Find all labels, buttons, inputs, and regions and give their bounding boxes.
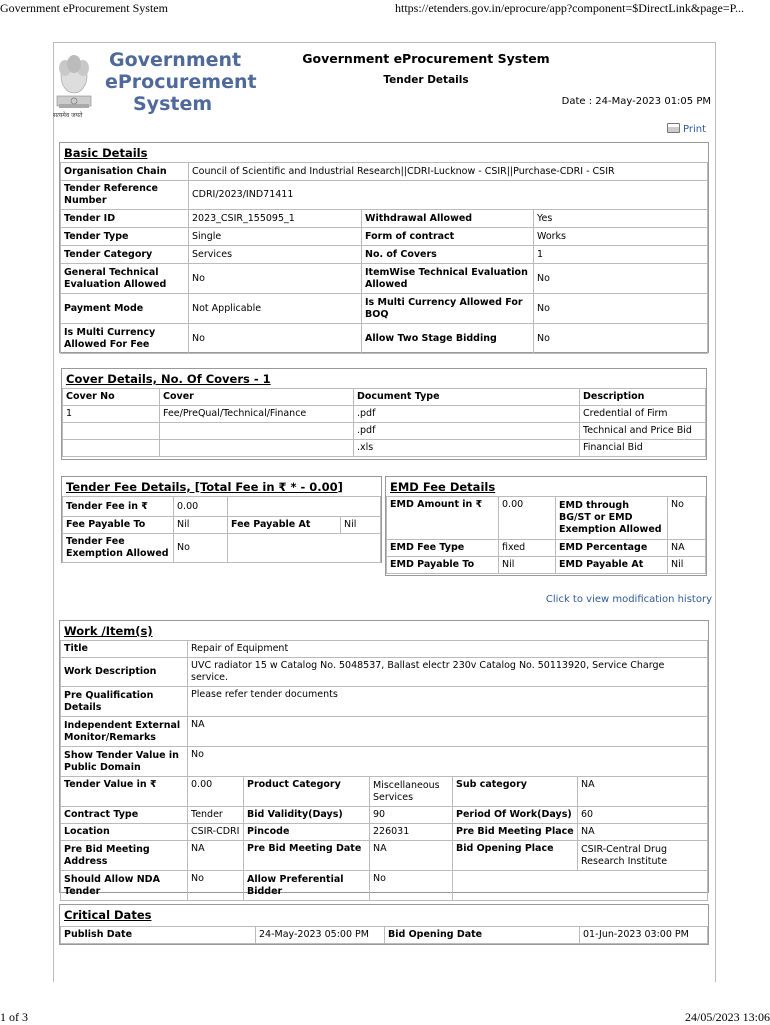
label: Tender Category [61,246,189,264]
label: Pre Bid Meeting Date [244,841,370,871]
cover-details-table [62,388,706,457]
label: Form of contract [362,228,534,246]
label: Independent External Monitor/Remarks [61,717,188,747]
cover-header: Cover [160,389,354,406]
value: No [370,871,453,901]
cell: .xls [354,440,580,457]
value: NA [578,777,708,807]
label: ItemWise Technical Evaluation Allowed [362,264,534,294]
label: Allow Preferential Bidder [244,871,370,901]
label: Tender Reference Number [61,181,189,210]
label: Tender Fee Exemption Allowed [63,534,174,563]
value: No [188,747,708,777]
label: Payment Mode [61,294,189,324]
label: Title [61,641,188,658]
value: NA [188,717,708,747]
cell [160,423,354,440]
print-label: Print [682,124,706,135]
cell: Credential of Firm [580,406,706,423]
label: Product Category [244,777,370,807]
logo-line-1: Government [109,49,242,71]
emd-fee-title: EMD Fee Details [390,480,496,494]
browser-page-title: Government eProcurement System [0,1,168,15]
label: Is Multi Currency Allowed For Fee [61,324,189,354]
value: NA [370,841,453,871]
value: 2023_CSIR_155095_1 [189,210,362,228]
value: No [189,264,362,294]
work-items-section [59,620,709,897]
label: Tender Fee in ₹ [63,497,174,517]
label: Organisation Chain [61,163,189,181]
emd-fee-section [385,476,707,576]
cell [63,423,160,440]
value: Tender [188,807,244,824]
report-date: Date : 24-May-2023 01:05 PM [561,96,711,107]
value: 0.00 [499,497,556,540]
cell: .pdf [354,423,580,440]
basic-details-title: Basic Details [64,146,148,160]
critical-dates-table [60,926,708,944]
label: Work Description [61,658,188,687]
cell: Technical and Price Bid [580,423,706,440]
value: 60 [578,807,708,824]
label: Pincode [244,824,370,841]
label: Bid Opening Date [385,927,580,944]
printer-icon [667,123,680,133]
work-items-table [60,640,708,901]
cell: Financial Bid [580,440,706,457]
page-title: Government eProcurement System [302,51,550,66]
cell: 1 [63,406,160,423]
value: No [534,294,708,324]
value: NA [668,540,706,557]
label: General Technical Evaluation Allowed [61,264,189,294]
value: CSIR-CDRI [188,824,244,841]
label: Allow Two Stage Bidding [362,324,534,354]
cell: Fee/PreQual/Technical/Finance [160,406,354,423]
logo-motto: सत्यमेव जयते [53,112,83,119]
gepro-logo [53,45,257,123]
value: CDRI/2023/IND71411 [189,181,708,210]
value: Nil [174,517,228,534]
label: Fee Payable At [228,517,341,534]
table-row [63,440,706,457]
value: No [174,534,228,563]
tender-fee-table [62,496,381,563]
cover-header: Document Type [354,389,580,406]
label: EMD Payable At [556,557,668,574]
cover-details-section [61,368,707,460]
value: fixed [499,540,556,557]
label: Pre Bid Meeting Place [453,824,578,841]
modification-history-link[interactable]: Click to view modification history [545,594,712,605]
national-emblem-icon [53,48,95,120]
value: 24-May-2023 05:00 PM [256,927,385,944]
label: Period Of Work(Days) [453,807,578,824]
value: NA [578,824,708,841]
label: Location [61,824,188,841]
logo-line-3: System [133,93,213,115]
label: Tender Type [61,228,189,246]
label: Contract Type [61,807,188,824]
value: Nil [668,557,706,574]
label: Bid Validity(Days) [244,807,370,824]
label: EMD Payable To [387,557,499,574]
basic-details-table [60,162,708,354]
work-items-title: Work /Item(s) [64,624,153,638]
cover-details-title: Cover Details, No. Of Covers - 1 [66,372,271,386]
cell [63,440,160,457]
value: Please refer tender documents [188,687,708,717]
value: Nil [499,557,556,574]
browser-url: https://etenders.gov.in/eprocure/app?component=$DirectLink&page=P... [395,1,744,15]
value: UVC radiator 15 w Catalog No. 5048537, Ballast electr 230v Catalog No. 50113920, Service Charge service. [188,658,708,687]
label: Should Allow NDA Tender [61,871,188,901]
value: Council of Scientific and Industrial Research||CDRI-Lucknow - CSIR||Purchase-CDRI - CSIR [189,163,708,181]
value: Repair of Equipment [188,641,708,658]
value: No [534,324,708,354]
label: Is Multi Currency Allowed For BOQ [362,294,534,324]
value: 0.00 [188,777,244,807]
value: NA [188,841,244,871]
value: Yes [534,210,708,228]
label: Show Tender Value in Public Domain [61,747,188,777]
basic-details-section [59,142,709,353]
label: Withdrawal Allowed [362,210,534,228]
page-count: 1 of 3 [0,1010,28,1024]
value: 226031 [370,824,453,841]
value: Services [189,246,362,264]
label: EMD Amount in ₹ [387,497,499,540]
cover-header: Description [580,389,706,406]
emd-fee-table [386,496,706,574]
value: 0.00 [174,497,228,517]
cell [160,440,354,457]
value: Miscellaneous Services [370,777,453,807]
label: Tender Value in ₹ [61,777,188,807]
value: 01-Jun-2023 03:00 PM [580,927,708,944]
tender-fee-section [61,476,382,563]
value: No [189,324,362,354]
value: CSIR-Central Drug Research Institute [578,841,708,871]
page-subtitle: Tender Details [383,74,469,86]
table-row [63,406,706,423]
label: Bid Opening Place [453,841,578,871]
label: Publish Date [61,927,256,944]
value: 90 [370,807,453,824]
print-button[interactable] [667,123,706,135]
label: Pre Bid Meeting Address [61,841,188,871]
value: No [534,264,708,294]
cell: .pdf [354,406,580,423]
print-datetime: 24/05/2023 13:06 [684,1010,770,1024]
value: No [188,871,244,901]
value: Works [534,228,708,246]
label: EMD Percentage [556,540,668,557]
value: 1 [534,246,708,264]
label: Sub category [453,777,578,807]
critical-dates-title: Critical Dates [64,908,152,922]
label: No. of Covers [362,246,534,264]
tender-fee-title: Tender Fee Details, [Total Fee in ₹ * - 0.00] [66,480,343,494]
value: No [668,497,706,540]
label: Tender ID [61,210,189,228]
logo-line-2: eProcurement [105,71,257,93]
value: Nil [341,517,381,534]
label: EMD through BG/ST or EMD Exemption Allowed [556,497,668,540]
label: EMD Fee Type [387,540,499,557]
label: Fee Payable To [63,517,174,534]
label: Pre Qualification Details [61,687,188,717]
table-row [63,423,706,440]
critical-dates-section [59,904,709,945]
value: Single [189,228,362,246]
cover-header: Cover No [63,389,160,406]
value: Not Applicable [189,294,362,324]
